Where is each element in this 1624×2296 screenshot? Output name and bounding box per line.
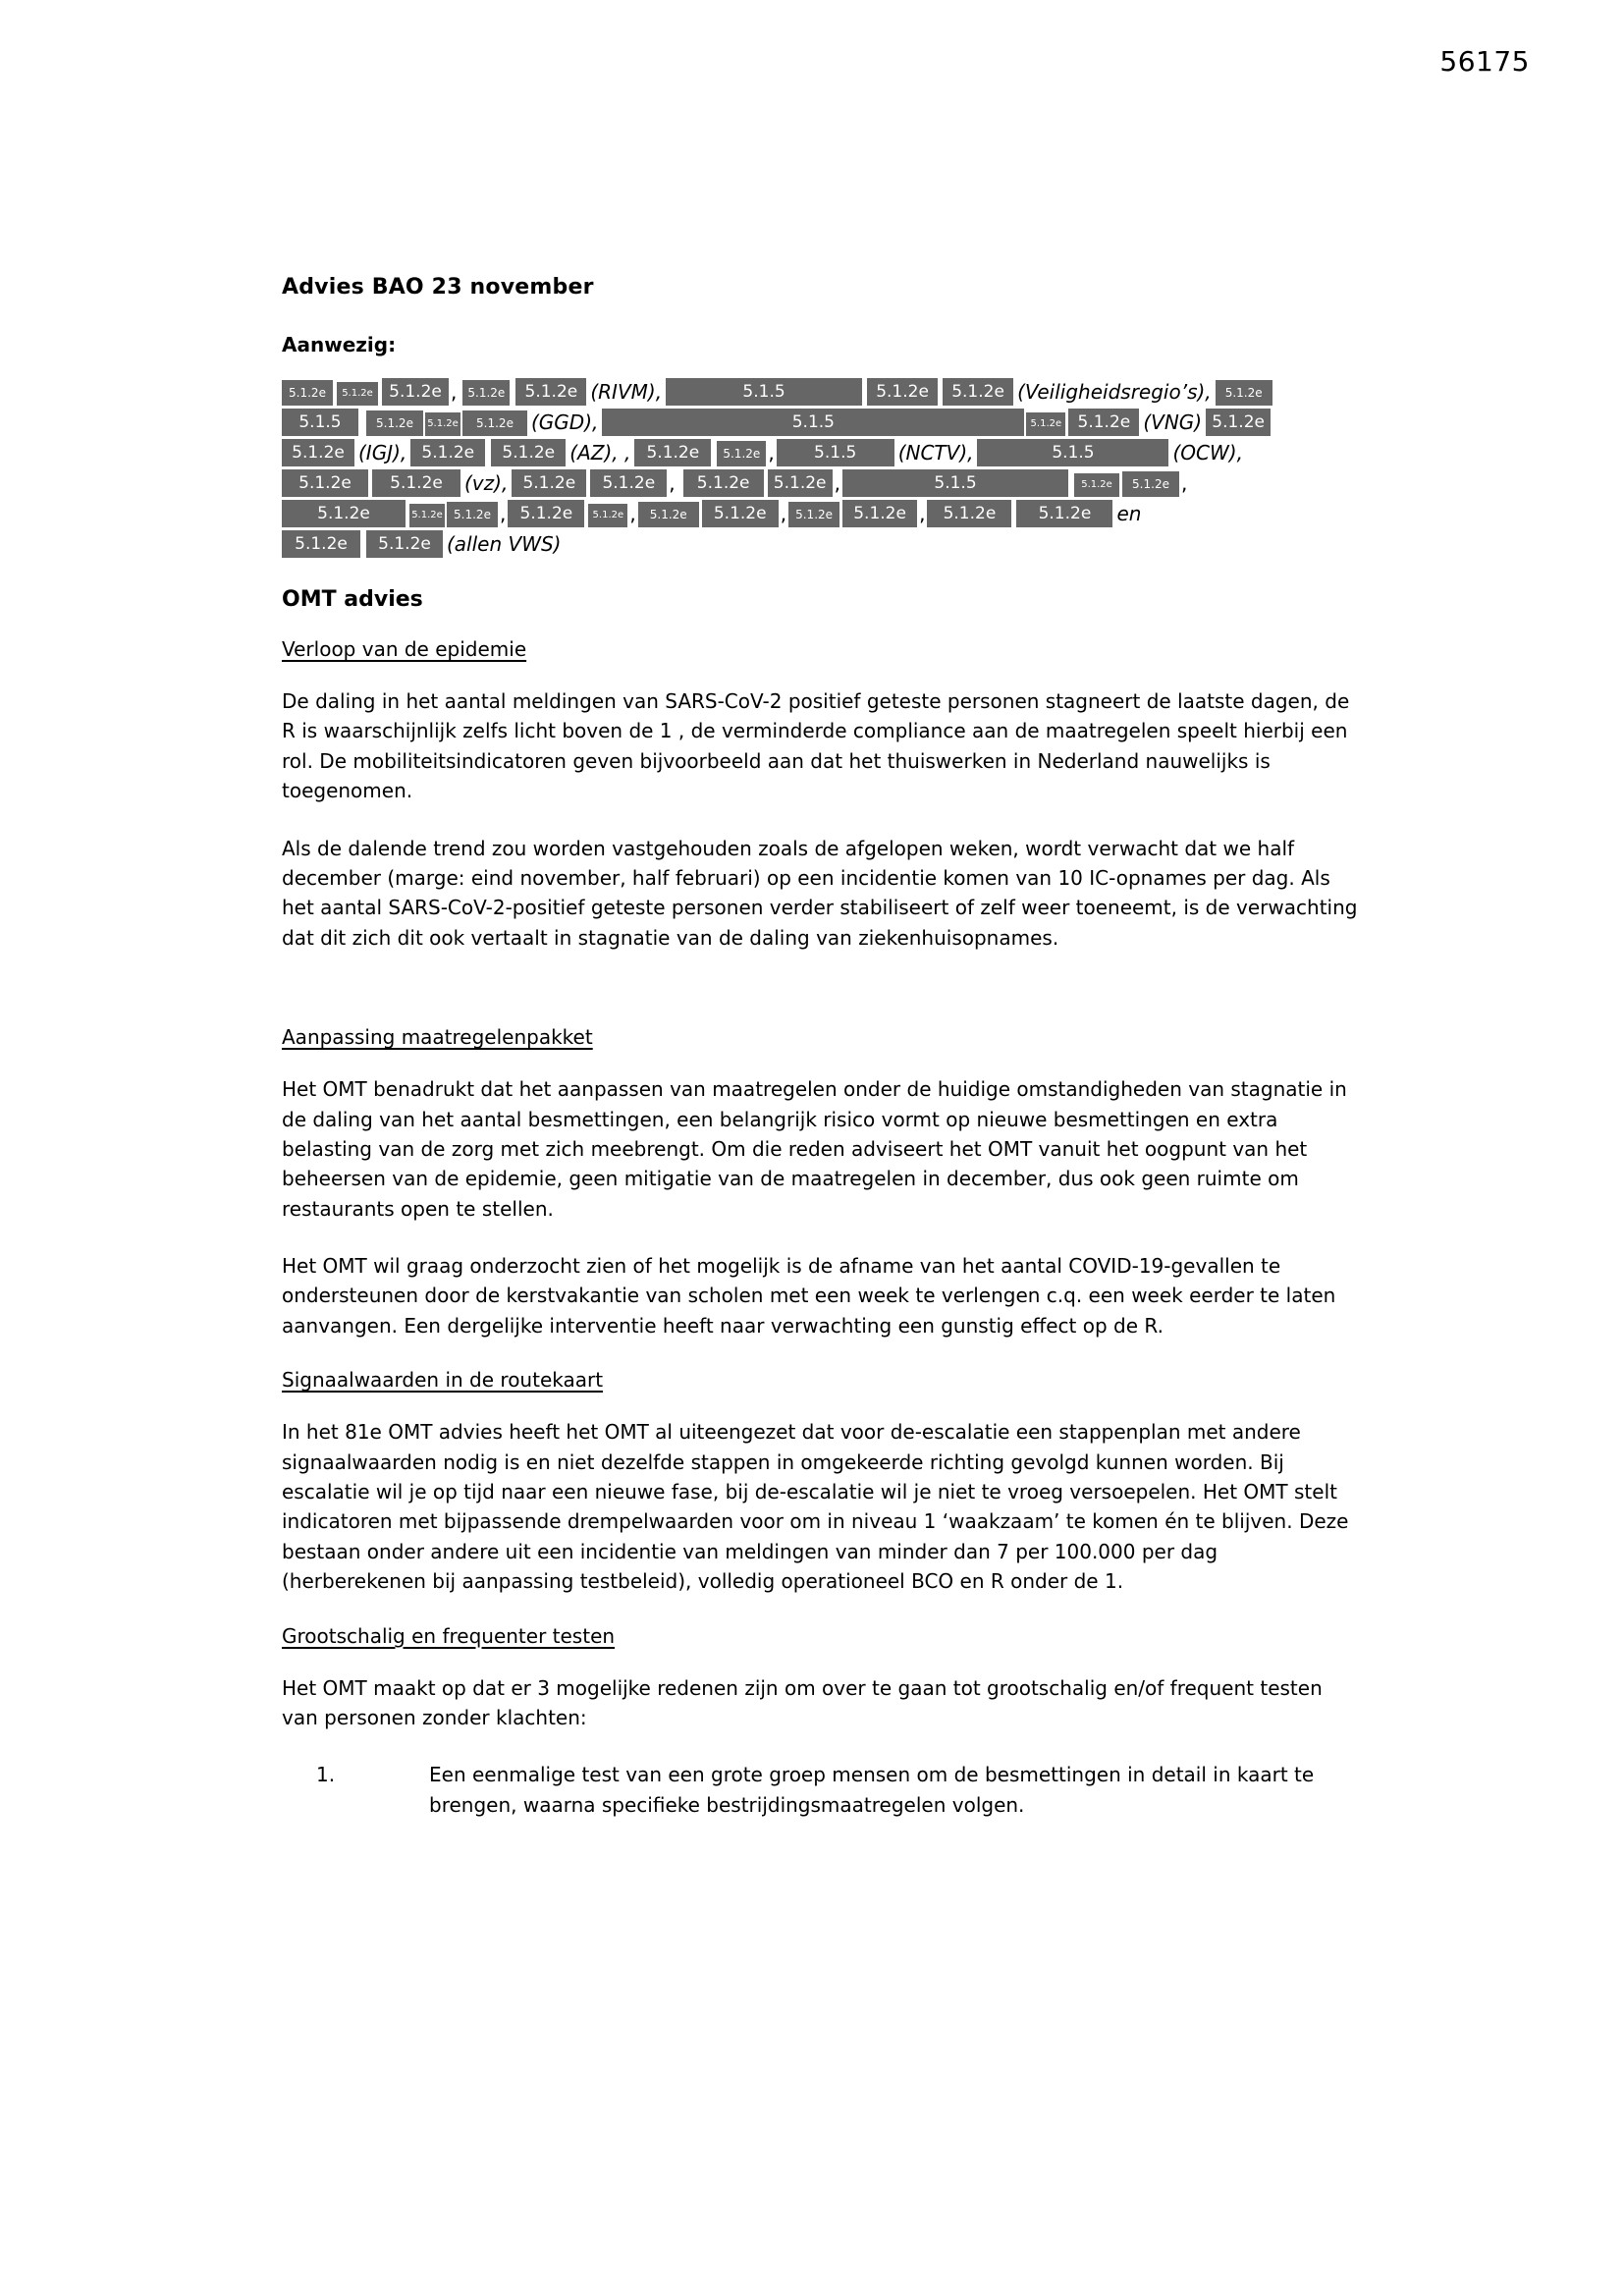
redaction-box: 5.1.2e	[282, 380, 333, 406]
redaction-box: 5.1.2e	[1206, 409, 1271, 436]
redaction-box: 5.1.2e	[683, 469, 764, 497]
organisation-label: (RIVM),	[586, 378, 666, 406]
redaction-box: 5.1.2e	[927, 500, 1011, 527]
redaction-box: 5.1.2e	[1068, 409, 1139, 436]
redaction-box: 5.1.2e	[1074, 473, 1119, 497]
redaction-box: 5.1.2e	[702, 500, 779, 527]
body-paragraph: In het 81e OMT advies heeft het OMT al uiteengezet dat voor de-escalatie een stappenplan met andere signaalwaarden nodig is en niet dezelfde stappen in omgekeerde richting gevolgd kunnen worden. Bij escalatie wil je op tijd naar een nieuwe fase, bij de-escalatie wil je niet te vroeg versoepelen. Het OMT stelt indicatoren met bijpassende drempelwaarden voor om in niveau 1 ‘waakzaam’ te komen én te blijven. Deze bestaan onder andere uit een incidentie van meldingen van minder dan 7 per 100.000 per dag (herberekenen bij aanpassing testbeleid), volledig operationeel BCO en R onder de 1.	[282, 1420, 1349, 1594]
redaction-box: 5.1.2e	[943, 378, 1013, 406]
section-heading: Grootschalig en frequenter testen	[282, 1623, 616, 1648]
redaction-box: 5.1.2e	[717, 441, 766, 466]
section-heading: Verloop van de epidemie	[282, 637, 527, 661]
redaction-row	[282, 376, 1362, 406]
redacted-attendees-block	[282, 376, 1362, 558]
section-grootschalig	[282, 1624, 1359, 1821]
body-paragraph: Het OMT benadrukt dat het aanpassen van maatregelen onder de huidige omstandigheden van stagnatie in de daling van het aantal besmettingen, een belangrijk risico vormt op nieuwe besmettingen en extra belasting van de zorg met zich meebrengt. Om die reden adviseert het OMT vanuit het oogpunt van het beheersen van de epidemie, geen mitigatie van de maatregelen in december, dus ook geen ruimte om restaurants open te stellen.	[282, 1077, 1347, 1221]
punctuation: ,	[629, 502, 636, 525]
redaction-row	[282, 467, 1362, 497]
punctuation: ,	[451, 380, 458, 404]
redaction-box: 5.1.2e	[282, 439, 354, 466]
omt-advies-heading: OMT advies	[282, 587, 423, 612]
redaction-box: 5.1.2e	[282, 469, 368, 497]
spacer	[358, 409, 366, 436]
organisation-label: (OCW),	[1168, 439, 1246, 466]
organisation-label: (vz),	[460, 469, 512, 497]
redaction-box: 5.1.2e	[462, 410, 527, 436]
redaction-box: 5.1.2e	[588, 504, 627, 527]
document-content	[282, 275, 1359, 1835]
redaction-box: 5.1.2e	[1216, 380, 1272, 406]
redaction-box: 5.1.2e	[788, 502, 839, 527]
redaction-box: 5.1.2e	[634, 439, 711, 466]
list-item-number: 1.	[316, 1763, 336, 1787]
redaction-box: 5.1.2e	[508, 500, 584, 527]
redaction-box: 5.1.2e	[1026, 412, 1065, 436]
redaction-box: 5.1.5	[282, 409, 358, 436]
redaction-row	[282, 407, 1362, 436]
redaction-box: 5.1.2e	[842, 500, 917, 527]
body-paragraph: Het OMT maakt op dat er 3 mogelijke redenen zijn om over te gaan tot grootschalig en/of frequent testen van personen zonder klachten:	[282, 1675, 1323, 1729]
section-heading: Signaalwaarden in de routekaart	[282, 1368, 604, 1393]
redaction-box: 5.1.2e	[409, 504, 445, 527]
page-title: Advies BAO 23 november	[282, 275, 594, 300]
organisation-label: (IGJ),	[354, 439, 410, 466]
section-verloop	[282, 637, 1359, 1025]
organisation-label: (allen VWS)	[443, 530, 565, 558]
punctuation: ,	[780, 502, 787, 525]
numbered-list	[282, 1760, 1359, 1820]
punctuation: ,	[1181, 471, 1188, 495]
organisation-label: (Veiligheidsregio’s),	[1013, 378, 1216, 406]
attendees-label: Aanwezig:	[282, 333, 397, 356]
redaction-box: 5.1.2e	[372, 469, 460, 497]
redaction-box: 5.1.2e	[366, 410, 423, 436]
redaction-box: 5.1.2e	[447, 502, 498, 527]
redaction-box: 5.1.2e	[425, 412, 460, 436]
redaction-box: 5.1.2e	[282, 530, 360, 558]
redaction-box: 5.1.2e	[867, 378, 938, 406]
punctuation: ,	[834, 471, 841, 495]
section-spacer	[282, 980, 1359, 1025]
redaction-box: 5.1.2e	[282, 500, 406, 527]
body-paragraph: De daling in het aantal meldingen van SARS-CoV-2 positief geteste personen stagneert de laatste dagen, de R is waarschijnlijk zelfs licht boven de 1 , de verminderde compliance aan de maatregelen speelt hierbij een rol. De mobiliteitsindicatoren geven bijvoorbeeld aan dat het thuiswerken in Nederland nauwelijks is toegenomen.	[282, 689, 1350, 803]
redaction-box: 5.1.5	[842, 469, 1068, 497]
organisation-label: (NCTV),	[894, 439, 978, 466]
organisation-label: (VNG)	[1139, 409, 1206, 436]
redaction-box: 5.1.2e	[491, 439, 566, 466]
redaction-box: 5.1.2e	[337, 382, 378, 406]
organisation-label: en	[1112, 500, 1145, 527]
redaction-box: 5.1.5	[666, 378, 862, 406]
redaction-box: 5.1.2e	[590, 469, 667, 497]
redaction-box: 5.1.2e	[410, 439, 485, 466]
section-heading: Aanpassing maatregelenpakket	[282, 1025, 593, 1050]
punctuation: ,	[919, 502, 926, 525]
punctuation: ,	[500, 502, 507, 525]
punctuation: ,	[768, 441, 775, 465]
redaction-row	[282, 528, 1362, 558]
redaction-box: 5.1.2e	[512, 469, 586, 497]
page-number: 56175	[1439, 45, 1530, 78]
organisation-label: (GGD),	[527, 409, 602, 436]
redaction-box: 5.1.5	[602, 409, 1024, 436]
redaction-row	[282, 437, 1362, 466]
redaction-box: 5.1.2e	[382, 378, 449, 406]
punctuation: ,	[669, 471, 676, 495]
redaction-box: 5.1.2e	[638, 502, 699, 527]
redaction-box: 5.1.2e	[366, 530, 443, 558]
redaction-box: 5.1.2e	[1016, 500, 1112, 527]
redaction-box: 5.1.2e	[1122, 471, 1179, 497]
list-item	[282, 1760, 1359, 1820]
redaction-box: 5.1.2e	[462, 380, 510, 406]
section-signaalwaarden	[282, 1368, 1359, 1596]
redaction-box: 5.1.2e	[515, 378, 586, 406]
organisation-label: (AZ), ,	[566, 439, 634, 466]
redaction-box: 5.1.2e	[768, 469, 833, 497]
redaction-box: 5.1.5	[977, 439, 1168, 466]
sections-container	[282, 637, 1359, 1820]
body-paragraph: Als de dalende trend zou worden vastgehouden zoals de afgelopen weken, wordt verwacht dat we half december (marge: eind november, half februari) op een incidentie komen van 10 IC-opnames per dag. Als het aantal SARS-CoV-2-positief geteste personen verder stabiliseert of zelf weer toeneemt, is de verwachting dat dit zich dit ook vertaalt in stagnatie van de daling van ziekenhuisopnames.	[282, 836, 1358, 950]
redaction-box: 5.1.5	[777, 439, 894, 466]
list-item-text: Een eenmalige test van een grote groep mensen om de besmettingen in detail in kaart te brengen, waarna specifieke bestrijdingsmaatregelen volgen.	[429, 1763, 1315, 1817]
section-aanpassing	[282, 1025, 1359, 1340]
body-paragraph: Het OMT wil graag onderzocht zien of het mogelijk is de afname van het aantal COVID-19-gevallen te ondersteunen door de kerstvakantie van scholen met een week te verlengen c.q. een week eerder te laten aanvangen. Een dergelijke interventie heeft naar verwachting een gunstig effect op de R.	[282, 1254, 1336, 1338]
redaction-row	[282, 498, 1362, 527]
